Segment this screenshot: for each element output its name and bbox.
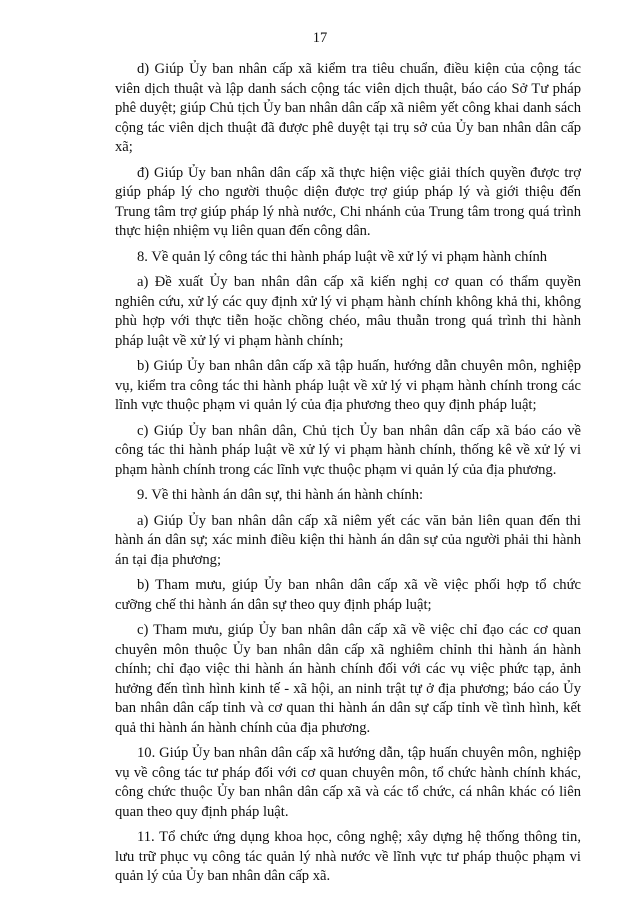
paragraph-8a: a) Đề xuất Ủy ban nhân dân cấp xã kiến nghị cơ quan có thẩm quyền nghiên cứu, xử lý các quy định xử lý vi phạm hành chính không khả thi, không phù hợp với thực tiễn hoặc chồng chéo, mâu thuẫn trong quá trình thi hành pháp luật về xử lý vi phạm hành chính; — [115, 274, 581, 349]
paragraph-9c: c) Tham mưu, giúp Ủy ban nhân dân cấp xã về việc chỉ đạo các cơ quan chuyên môn thuộc Ủy ban nhân dân cấp xã nghiêm chỉnh thi hành án hành chính; chỉ đạo việc thi hành án hành chính đối với các vụ việc phức tạp, ảnh hưởng đến tình hình kinh tế - xã hội, an ninh trật tự ở địa phương; báo cáo Ủy ban nhân dân cấp tỉnh và cơ quan thi hành án dân sự cấp tỉnh về tình hình, kết quả thi hành án hành chính của địa phương. — [115, 622, 581, 736]
section-9-heading: 9. Về thi hành án dân sự, thi hành án hành chính: — [137, 487, 424, 503]
paragraph-dd-legal-aid: đ) Giúp Ủy ban nhân dân cấp xã thực hiện việc giải thích quyền được trợ giúp pháp lý cho người thuộc diện được trợ giúp pháp lý và giới thiệu đến Trung tâm trợ giúp pháp lý nhà nước, Chi nhánh của Trung tâm trong quá trình thực hiện nhiệm vụ liên quan đến công dân. — [115, 164, 581, 239]
section-11-paragraph: 11. Tổ chức ứng dụng khoa học, công nghệ; xây dựng hệ thống thông tin, lưu trữ phục vụ công tác quản lý nhà nước về lĩnh vực tư pháp thuộc phạm vi quản lý của Ủy ban nhân dân cấp xã. — [115, 829, 581, 884]
document-body — [115, 60, 581, 893]
paragraph-9a: a) Giúp Ủy ban nhân dân cấp xã niêm yết các văn bản liên quan đến thi hành án dân sự; xác minh điều kiện thi hành án dân sự của người phải thi hành án tại địa phương; — [115, 512, 581, 568]
paragraph-9b: b) Tham mưu, giúp Ủy ban nhân dân cấp xã về việc phối hợp tổ chức cưỡng chế thi hành án dân sự theo quy định pháp luật; — [115, 577, 581, 613]
paragraph-d-translation-collaborators: d) Giúp Ủy ban nhân cấp xã kiểm tra tiêu chuẩn, điều kiện của cộng tác viên dịch thuật và lập danh sách cộng tác viên dịch thuật, báo cáo Sở Tư pháp phê duyệt; giúp Chủ tịch Ủy ban nhân dân cấp xã niêm yết công khai danh sách cộng tác viên dịch thuật đã được phê duyệt tại trụ sở của Ủy ban nhân dân cấp xã; — [115, 61, 581, 155]
page-number: 17 — [312, 30, 328, 46]
paragraph-8c: c) Giúp Ủy ban nhân dân, Chủ tịch Ủy ban nhân dân cấp xã báo cáo về công tác thi hành pháp luật về xử lý vi phạm hành chính, thống kê về xử lý vi phạm hành chính trong các lĩnh vực thuộc phạm vi quản lý của địa phương. — [115, 422, 581, 478]
section-10-paragraph: 10. Giúp Ủy ban nhân dân cấp xã hướng dẫn, tập huấn chuyên môn, nghiệp vụ về công tác tư pháp đối với cơ quan chuyên môn, tổ chức hành chính khác, công chức thuộc Ủy ban nhân dân cấp xã và các tổ chức, cá nhân khác có liên quan theo quy định pháp luật. — [115, 745, 581, 820]
paragraph-8b: b) Giúp Ủy ban nhân dân cấp xã tập huấn, hướng dẫn chuyên môn, nghiệp vụ, kiểm tra công tác thi hành pháp luật về xử lý vi phạm hành chính trong các lĩnh vực thuộc phạm vi quản lý của địa phương theo quy định pháp luật; — [115, 358, 581, 413]
section-8-heading: 8. Về quản lý công tác thi hành pháp luật về xử lý vi phạm hành chính — [137, 248, 548, 265]
